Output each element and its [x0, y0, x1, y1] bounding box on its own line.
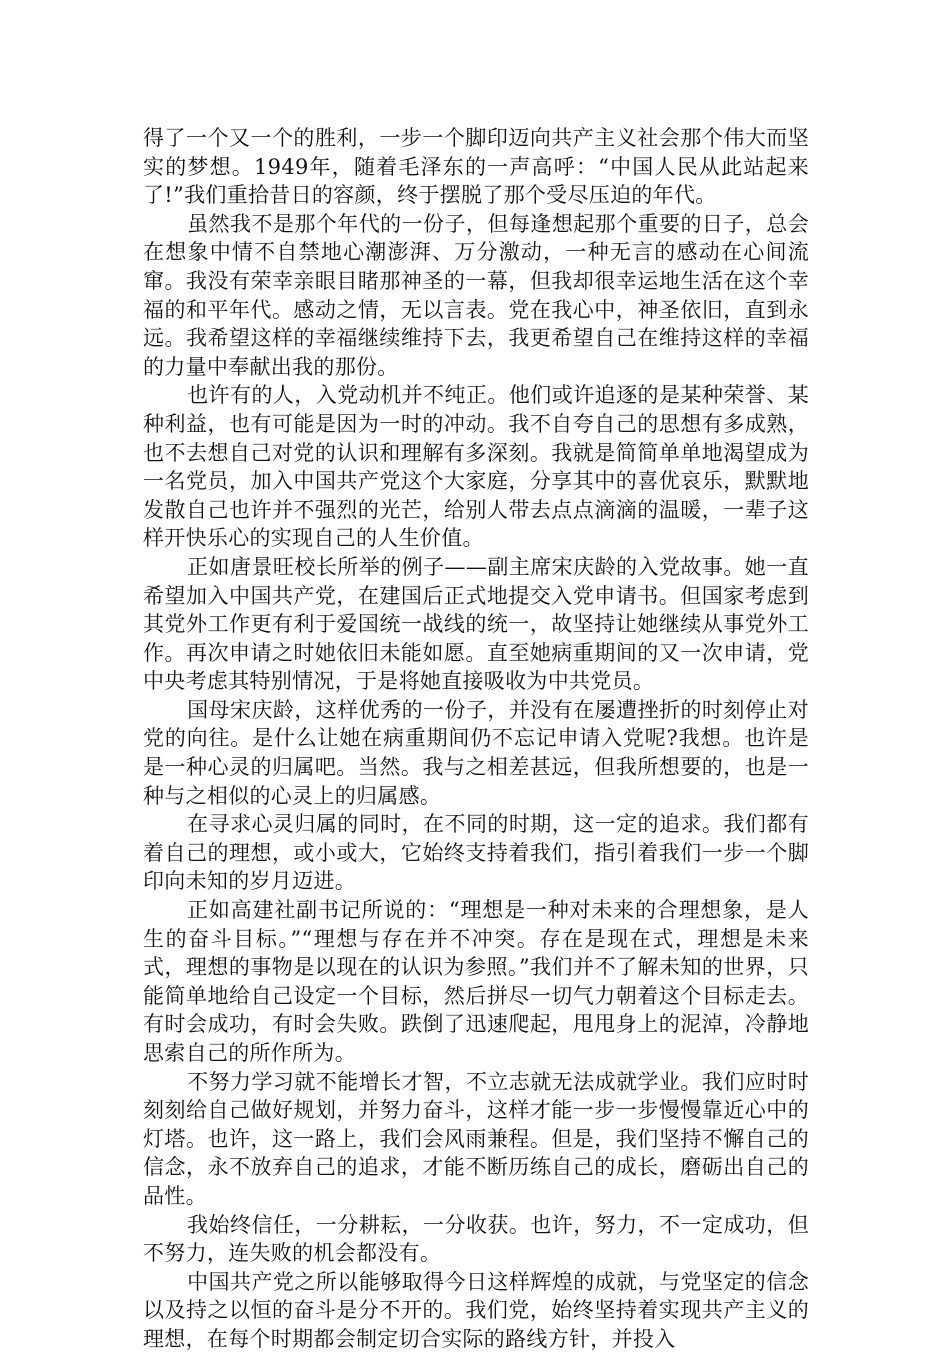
paragraph-6: 在寻求心灵归属的同时，在不同的时期，这一定的追求。我们都有着自己的理想，或小或大，它始终支持着我们，指引着我们一步一个脚印向未知的岁月迈进。	[143, 812, 809, 894]
paragraph-3: 也许有的人，入党动机并不纯正。他们或许追逐的是某种荣誉、某种利益，也有可能是因为一时的冲动。我不自夸自己的思想有多成熟，也不去想自己对党的认识和理解有多深刻。我就是简简单单地渴望成为一名党员，加入中国共产党这个大家庭，分享其中的喜优哀乐，默默地发散自己也许并不强烈的光芒，给别人带去点点滴滴的温暖，一辈子这样开快乐心的实现自己的人生价值。	[143, 383, 809, 551]
paragraph-10: 中国共产党之所以能够取得今日这样辉煌的成就，与党坚定的信念以及持之以恒的奋斗是分不开的。我们党，始终坚持着实现共产主义的理想，在每个时期都会制定切合实际的路线方针，并投入	[143, 1269, 809, 1351]
paragraph-2: 虽然我不是那个年代的一份子，但每逢想起那个重要的日子，总会在想象中情不自禁地心潮澎湃、万分激动，一种无言的感动在心间流窜。我没有荣幸亲眼目睹那神圣的一幕，但我却很幸运地生活在这个幸福的和平年代。感动之情，无以言表。党在我心中，神圣依旧，直到永远。我希望这样的幸福继续维持下去，我更希望自己在维持这样的幸福的力量中奉献出我的那份。	[143, 211, 809, 379]
paragraph-8: 不努力学习就不能增长才智，不立志就无法成就学业。我们应时时刻刻给自己做好规划，并努力奋斗，这样才能一步一步慢慢靠近心中的灯塔。也许，这一路上，我们会风雨兼程。但是，我们坚持不懈自己的信念，永不放弃自己的追求，才能不断历练自己的成长，磨砺出自己的品性。	[143, 1069, 809, 1208]
document-body	[143, 124, 809, 1354]
paragraph-9: 我始终信任，一分耕耘，一分收获。也许，努力，不一定成功，但不努力，连失败的机会都没有。	[143, 1212, 809, 1266]
paragraph-7: 正如高建社副书记所说的：“理想是一种对未来的合理想象，是人生的奋斗目标。”“理想与存在并不冲突。存在是现在式，理想是未来式，理想的事物是以现在的认识为参照。”我们并不了解未知的世界，只能简单地给自己设定一个目标，然后拼尽一切气力朝着这个目标走去。有时会成功，有时会失败。跌倒了迅速爬起，甩甩身上的泥淖，冷静地思索自己的所作所为。	[143, 898, 809, 1065]
paragraph-4: 正如唐景旺校长所举的例子——副主席宋庆龄的入党故事。她一直希望加入中国共产党，在建国后正式地提交入党申请书。但国家考虑到其党外工作更有利于爱国统一战线的统一，故坚持让她继续从事党外工作。再次申请之时她依旧未能如愿。直至她病重期间的又一次申请，党中央考虑其特别情况，于是将她直接吸收为中共党员。	[143, 554, 809, 694]
paragraph-5: 国母宋庆龄，这样优秀的一份子，并没有在屡遭挫折的时刻停止对党的向往。是什么让她在病重期间仍不忘记申请入党呢?我想。也许是是一种心灵的归属吧。当然。我与之相差甚远，但我所想要的，也是一种与之相似的心灵上的归属感。	[143, 697, 809, 808]
paragraph-1: 得了一个又一个的胜利，一步一个脚印迈向共产主义社会那个伟大而坚实的梦想。1949年，随着毛泽东的一声高呼：“中国人民从此站起来了!”我们重拾昔日的容颜，终于摆脱了那个受尽压迫的年代。	[143, 126, 809, 208]
